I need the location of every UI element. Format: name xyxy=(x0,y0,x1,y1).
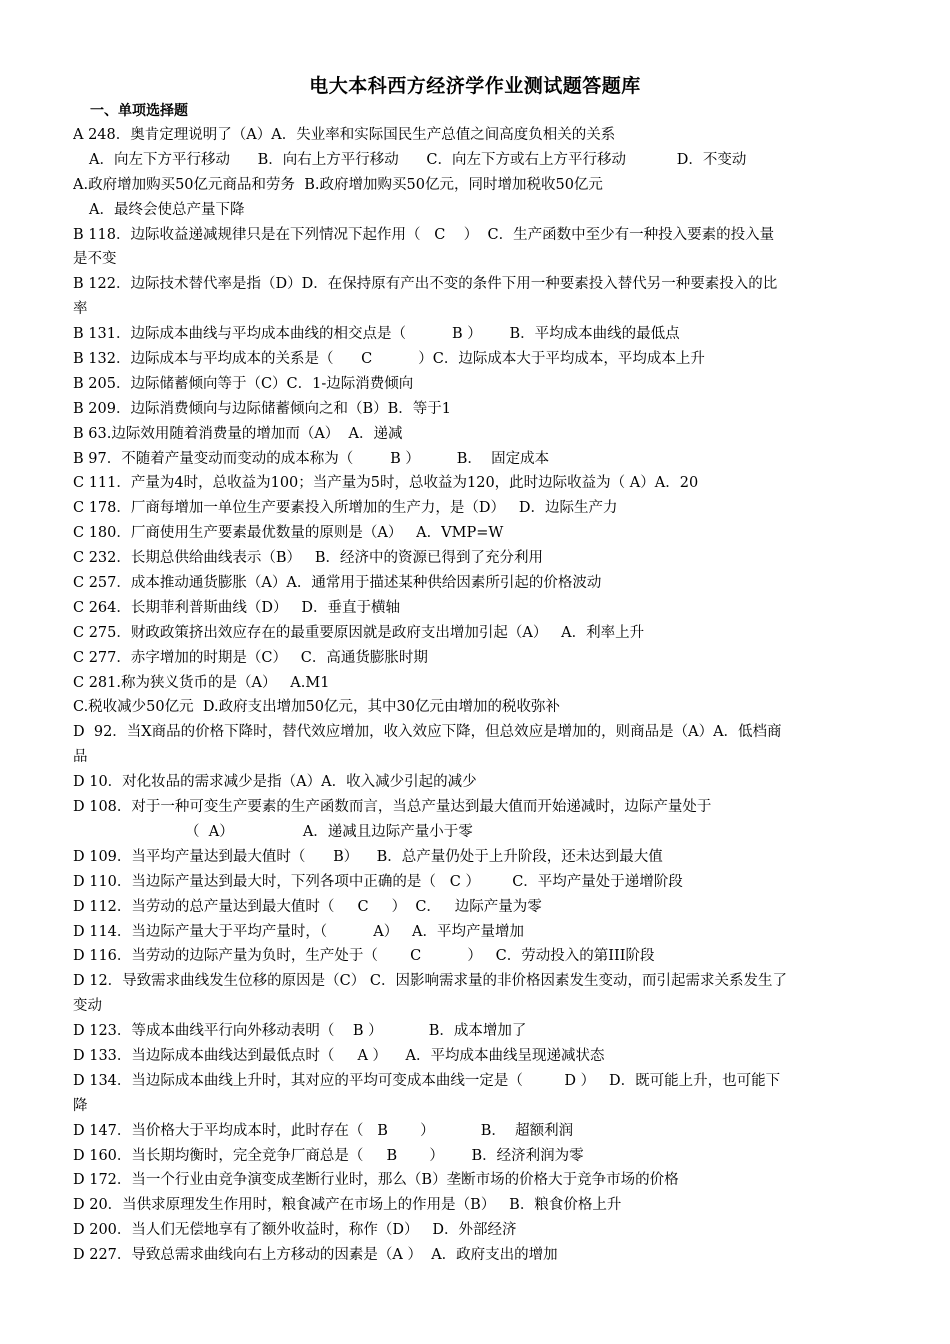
question-line: A.政府增加购买50亿元商品和劳务 B.政府增加购买50亿元，同时增加税收50亿元 xyxy=(73,176,603,193)
question-line: D 108．对于一种可变生产要素的生产函数而言，当总产量达到最大值而开始递减时，边际产量处于 xyxy=(73,799,712,816)
question-line: C 111．产量为4时，总收益为100；当产量为5时，总收益为120，此时边际收益为（ A）A．20 xyxy=(73,475,699,492)
question-list xyxy=(73,123,883,1268)
question-line: 品 xyxy=(73,749,88,766)
question-line: 率 xyxy=(73,301,88,318)
document-title: 电大本科西方经济学作业测试题答题库 xyxy=(309,75,641,97)
question-line: D 227．导致总需求曲线向右上方移动的因素是（A ） A．政府支出的增加 xyxy=(73,1247,558,1264)
question-line: D 147．当价格大于平均成本时，此时存在（ B ） B． 超额利润 xyxy=(73,1122,574,1139)
question-line: B 131．边际成本曲线与平均成本曲线的相交点是（ B ） B．平均成本曲线的最低点 xyxy=(73,326,680,343)
question-line: D 172．当一个行业由竞争演变成垄断行业时，那么（B）垄断市场的价格大于竞争市场的价格 xyxy=(73,1172,679,1189)
question-line: B 205．边际储蓄倾向等于（C）C．1-边际消费倾向 xyxy=(73,375,414,392)
question-line: D 12．导致需求曲线发生位移的原因是（C） C．因影响需求量的非价格因素发生变动，而引起需求关系发生了 xyxy=(73,973,787,990)
question-line: A．向左下方平行移动 B．向右上方平行移动 C．向左下方或右上方平行移动 D．不变动 xyxy=(89,151,747,168)
question-line: B 63.边际效用随着消费量的增加而（A） A．递减 xyxy=(73,425,403,442)
question-line: B 209．边际消费倾向与边际储蓄倾向之和（B）B．等于1 xyxy=(73,400,451,417)
question-line: B 97．不随着产量变动而变动的成本称为（ B ） B． 固定成本 xyxy=(73,450,550,467)
question-line: C 264．长期菲利普斯曲线（D） D．垂直于横轴 xyxy=(73,599,400,616)
question-line: D 112．当劳动的总产量达到最大值时（ C ） C． 边际产量为零 xyxy=(73,898,542,915)
question-line: D 92．当X商品的价格下降时，替代效应增加，收入效应下降，但总效应是增加的，则商品是（A）A．低档商 xyxy=(73,724,782,741)
question-line: D 123．等成本曲线平行向外移动表明（ B ） B．成本增加了 xyxy=(73,1023,527,1040)
question-line: D 20．当供求原理发生作用时，粮食减产在市场上的作用是（B） B．粮食价格上升 xyxy=(73,1197,622,1214)
question-line: C 277．赤字增加的时期是（C） C．高通货膨胀时期 xyxy=(73,649,428,666)
question-line: C 232．长期总供给曲线表示（B） B．经济中的资源已得到了充分利用 xyxy=(73,550,544,567)
question-line: C 180．厂商使用生产要素最优数量的原则是（A） A．VMP=W xyxy=(73,525,504,542)
question-line: C 275．财政政策挤出效应存在的最重要原因就是政府支出增加引起（A） A．利率上升 xyxy=(73,624,645,641)
question-line: C 257．成本推动通货膨胀（A）A．通常用于描述某种供给因素所引起的价格波动 xyxy=(73,575,602,592)
question-line: D 134．当边际成本曲线上升时，其对应的平均可变成本曲线一定是（ D ） D．既可能上升，也可能下 xyxy=(73,1072,781,1089)
question-line: C 178．厂商每增加一单位生产要素投入所增加的生产力，是（D） D．边际生产力 xyxy=(73,500,618,517)
question-line: D 109．当平均产量达到最大值时（ B） B．总产量仍处于上升阶段，还未达到最大值 xyxy=(73,848,663,865)
question-line: D 200．当人们无偿地享有了额外收益时，称作（D） D．外部经济 xyxy=(73,1222,517,1239)
question-line: D 114．当边际产量大于平均产量时，（ A） A．平均产量增加 xyxy=(73,923,525,940)
question-line: 变动 xyxy=(73,998,102,1015)
question-line: C 281.称为狭义货币的是（A） A.M1 xyxy=(73,674,330,691)
question-line: （ A） A．递减且边际产量小于零 xyxy=(185,823,473,840)
section-heading: 一、单项选择题 xyxy=(90,103,188,119)
question-line: D 160．当长期均衡时，完全竞争厂商总是（ B ） B．经济利润为零 xyxy=(73,1147,584,1164)
question-line: C.税收减少50亿元 D.政府支出增加50亿元，其中30亿元由增加的税收弥补 xyxy=(73,699,560,716)
question-line: A．最终会使总产量下降 xyxy=(89,201,245,218)
question-line: A 248．奥肯定理说明了（A）A．失业率和实际国民生产总值之间高度负相关的关系 xyxy=(73,127,616,143)
question-line: B 118．边际收益递减规律只是在下列情况下起作用（ C ） C．生产函数中至少有一种投入要素的投入量 xyxy=(73,226,775,243)
question-line: D 116．当劳动的边际产量为负时，生产处于（ C ） C．劳动投入的第III阶段 xyxy=(73,948,655,965)
question-line: B 132．边际成本与平均成本的关系是（ C ）C．边际成本大于平均成本，平均成本上升 xyxy=(73,351,705,368)
question-line: D 110．当边际产量达到最大时，下列各项中正确的是（ C ） C．平均产量处于递增阶段 xyxy=(73,873,683,890)
question-line: B 122．边际技术替代率是指（D）D．在保持原有产出不变的条件下用一种要素投入替代另一种要素投入的比 xyxy=(73,276,778,293)
question-line: 是不变 xyxy=(73,251,117,268)
question-line: D 10．对化妆品的需求减少是指（A）A．收入减少引起的减少 xyxy=(73,774,477,791)
question-line: D 133．当边际成本曲线达到最低点时（ A ） A．平均成本曲线呈现递减状态 xyxy=(73,1047,605,1064)
question-line: 降 xyxy=(73,1097,88,1114)
